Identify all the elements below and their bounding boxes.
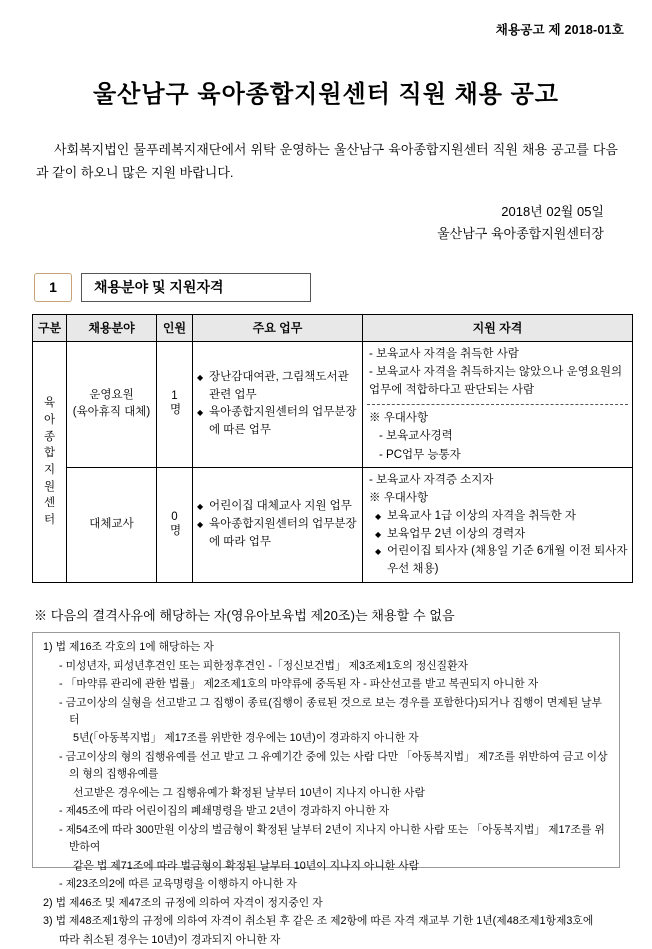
exclusion-text: 법 제48조제1항의 규정에 의하여 자격이 취소된 후 같은 조 제2항에 따른 자격 재교부 기한 1년(제48조제1항제3호에 bbox=[55, 915, 594, 928]
section-title: 채용분야 및 지원자격 bbox=[81, 273, 311, 302]
field-1-line1: 운영요원 bbox=[89, 389, 134, 402]
cell-group-label: 육 아 종 합 지 원 센 터 bbox=[33, 341, 67, 582]
document-number: 채용공고 제 2018-01호 bbox=[495, 23, 624, 37]
qual-item: - 보육교사 자격증 소지자 bbox=[369, 474, 494, 487]
exclusion-sub: - 제45조에 따라 어린이집의 폐쇄명령을 받고 2년이 경과하지 아니한 자 bbox=[59, 805, 390, 818]
signature-block bbox=[26, 201, 626, 245]
exclusion-no: 3) bbox=[43, 915, 53, 928]
exclusion-heading: ※ 다음의 결격사유에 해당하는 자(영유아보육법 제20조)는 채용할 수 없음 bbox=[34, 608, 455, 624]
field-1-line2: (육아휴직 대체) bbox=[72, 406, 151, 419]
cell-duties-2 bbox=[193, 468, 363, 583]
exclusion-sub: - 제54조에 따라 300만원 이상의 벌금형이 확정된 날부터 2년이 지나지 아니한 사람 또는 「아동복지법」 제17조를 위반하여 bbox=[59, 823, 605, 854]
table-row bbox=[33, 468, 633, 583]
pref-title: ※ 우대사항 bbox=[369, 492, 429, 505]
duty-item: ◆ 장난감대여관, 그림책도서관 관련 업무 bbox=[197, 369, 358, 405]
th-division: 구분 bbox=[33, 314, 67, 341]
recruitment-table bbox=[32, 314, 633, 583]
cell-quals-1 bbox=[363, 341, 633, 467]
exclusion-sub: 선고받은 경우에는 그 집행유예가 확정된 날부터 10년이 지나지 아니한 사람 bbox=[73, 786, 425, 799]
exclusion-sub: - 제23조의2에 따른 교육명령을 이행하지 아니한 자 bbox=[59, 878, 297, 891]
pref-item: ◆ 보육업무 2년 이상의 경력자 bbox=[375, 526, 628, 544]
page-title: 울산남구 육아종합지원센터 직원 채용 공고 bbox=[93, 81, 559, 108]
exclusion-no: 2) bbox=[43, 896, 53, 909]
duty-item: ◆ 육아종합지원센터의 업무분장에 따른 업무 bbox=[197, 404, 358, 440]
cell-quals-2 bbox=[363, 468, 633, 583]
exclusion-sub: - 「마약류 관리에 관한 법률」 제2조제1호의 마약류에 중독된 자 - 파산선고를 받고 복권되지 아니한 자 bbox=[59, 678, 539, 691]
duty-item: ◆ 어린이집 대체교사 지원 업무 bbox=[197, 498, 358, 516]
exclusion-sub: - 금고이상의 형의 집행유예를 선고 받고 그 유예기간 중에 있는 사람 다만 「아동복지법」 제7조를 위반하여 금고 이상의 형의 집행유예를 bbox=[59, 750, 608, 781]
exclusion-item bbox=[43, 913, 609, 930]
cell-field-2: 대체교사 bbox=[67, 468, 157, 583]
exclusion-sub: 따라 취소된 경우는 10년)이 경과되지 아니한 자 bbox=[59, 933, 281, 946]
pref-item: ◆ 어린이집 퇴사자 (채용일 기준 6개월 이전 퇴사자 우선 채용) bbox=[375, 543, 628, 579]
cell-count-1: 1명 bbox=[157, 341, 193, 467]
pref-title: ※ 우대사항 bbox=[369, 411, 429, 424]
qual-item: - 보육교사 자격을 취득한 사람 bbox=[369, 347, 519, 360]
cell-count-2: 0명 bbox=[157, 468, 193, 583]
section-number: 1 bbox=[34, 273, 72, 302]
th-field: 채용분야 bbox=[67, 314, 157, 341]
sign-org: 울산남구 육아종합지원센터장 bbox=[437, 225, 604, 241]
cell-duties-1 bbox=[193, 341, 363, 467]
th-duties: 주요 업무 bbox=[193, 314, 363, 341]
exclusion-sub: - 금고이상의 실형을 선고받고 그 집행이 종료(집행이 종료된 것으로 보는 경우를 포함한다)되거나 집행이 면제된 날부터 bbox=[59, 696, 602, 726]
exclusion-sub: 5년(「아동복지법」 제17조를 위반한 경우에는 10년)이 경과하지 아니한 자 bbox=[73, 732, 419, 745]
exclusion-text: 법 제16조 각호의 1에 해당하는 자 bbox=[55, 641, 214, 654]
pref-item: - PC업무 능통자 bbox=[379, 448, 461, 461]
divider bbox=[367, 404, 628, 405]
exclusion-text: 법 제46조 및 제47조의 규정에 의하여 자격이 정지중인 자 bbox=[55, 896, 323, 909]
exclusion-box bbox=[32, 632, 620, 946]
intro-paragraph bbox=[26, 139, 626, 185]
exclusion-item bbox=[43, 895, 609, 912]
table-row bbox=[33, 341, 633, 467]
th-count: 인원 bbox=[157, 314, 193, 341]
intro-text: 사회복지법인 물푸레복지재단에서 위탁 운영하는 울산남구 육아종합지원센터 직원 채용 공고를 다음과 같이 하오니 많은 지원 바랍니다. bbox=[36, 142, 618, 180]
sign-date: 2018년 02월 05일 bbox=[501, 203, 604, 219]
pref-item: ◆ 보육교사 1급 이상의 자격을 취득한 자 bbox=[375, 508, 628, 526]
exclusion-no: 1) bbox=[43, 641, 53, 654]
th-qualifications: 지원 자격 bbox=[363, 314, 633, 341]
cell-field-1 bbox=[67, 341, 157, 467]
qual-item: - 보육교사 자격을 취득하지는 않았으나 운영요원의 업무에 적합하다고 판단되는 사람 bbox=[369, 366, 623, 397]
table-header-row bbox=[33, 314, 633, 341]
exclusion-item bbox=[43, 639, 609, 656]
duty-item: ◆ 육아종합지원센터의 업무분장에 따라 업무 bbox=[197, 516, 358, 552]
section-header bbox=[26, 273, 626, 302]
pref-item: - 보육교사경력 bbox=[379, 430, 453, 443]
exclusion-sub: 같은 법 제71조에 따라 벌금형이 확정된 날부터 10년이 지나지 아니한 사람 bbox=[73, 859, 420, 872]
exclusion-sub: - 미성년자, 피성년후견인 또는 피한정후견인 -「정신보건법」 제3조제1호의 정신질환자 bbox=[59, 659, 468, 672]
